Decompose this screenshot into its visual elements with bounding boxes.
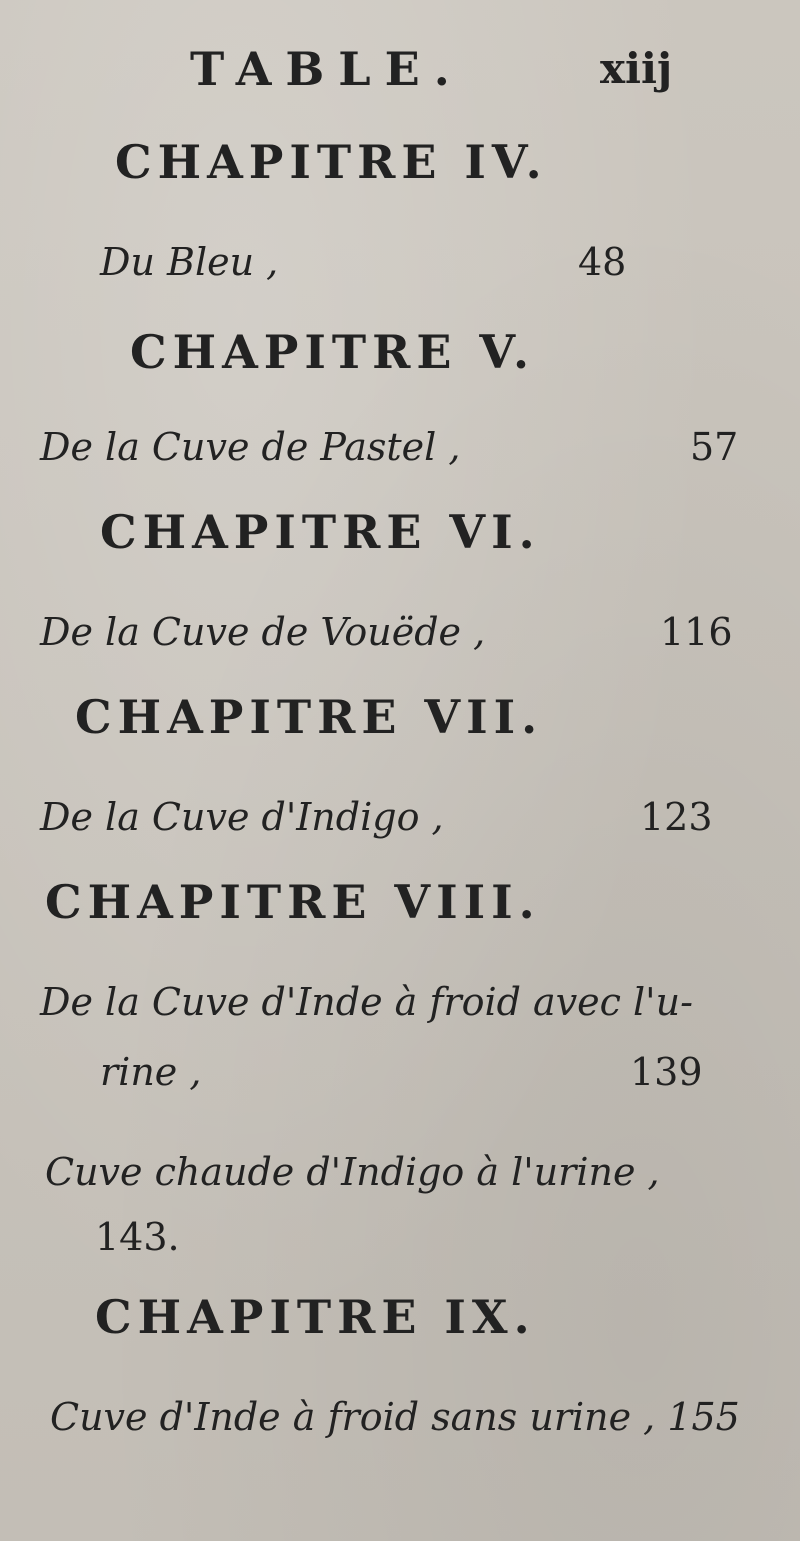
entry-page: 116: [660, 610, 733, 654]
toc-entry-continued: [0, 1215, 800, 1275]
toc-entry: [0, 610, 800, 670]
entry-title: Cuve d'Inde à froid sans urine , 155: [50, 1395, 740, 1439]
entry-title: De la Cuve d'Indigo ,: [40, 795, 444, 839]
entry-title: De la Cuve de Vouëde ,: [40, 610, 486, 654]
toc-entry: [0, 425, 800, 485]
toc-entry: [0, 1150, 800, 1210]
entry-page: 139: [630, 1050, 703, 1094]
page-number: xiij: [600, 44, 673, 93]
chapter-heading-vii: CHAPITRE VII.: [75, 690, 544, 744]
running-title: TABLE.: [190, 42, 464, 96]
entry-page: 143.: [95, 1215, 180, 1259]
entry-page: 57: [690, 425, 739, 469]
entry-title: Du Bleu ,: [100, 240, 279, 284]
toc-entry: [0, 980, 800, 1040]
page-header: [0, 42, 800, 112]
entry-title: De la Cuve de Pastel ,: [40, 425, 461, 469]
entry-page: 123: [640, 795, 713, 839]
entry-title: De la Cuve d'Inde à froid avec l'u-: [40, 980, 693, 1024]
toc-entry: [0, 1395, 800, 1455]
toc-entry: [0, 240, 800, 300]
entry-title: Cuve chaude d'Indigo à l'urine ,: [45, 1150, 660, 1194]
chapter-heading-v: CHAPITRE V.: [130, 325, 536, 379]
chapter-heading-iv: CHAPITRE IV.: [115, 135, 548, 189]
chapter-heading-ix: CHAPITRE IX.: [95, 1290, 536, 1344]
entry-title-continued: rine ,: [100, 1050, 202, 1094]
entry-page: 48: [578, 240, 627, 284]
toc-entry: [0, 795, 800, 855]
toc-entry-continued: [0, 1050, 800, 1110]
chapter-heading-vi: CHAPITRE VI.: [100, 505, 541, 559]
chapter-heading-viii: CHAPITRE VIII.: [45, 875, 541, 929]
